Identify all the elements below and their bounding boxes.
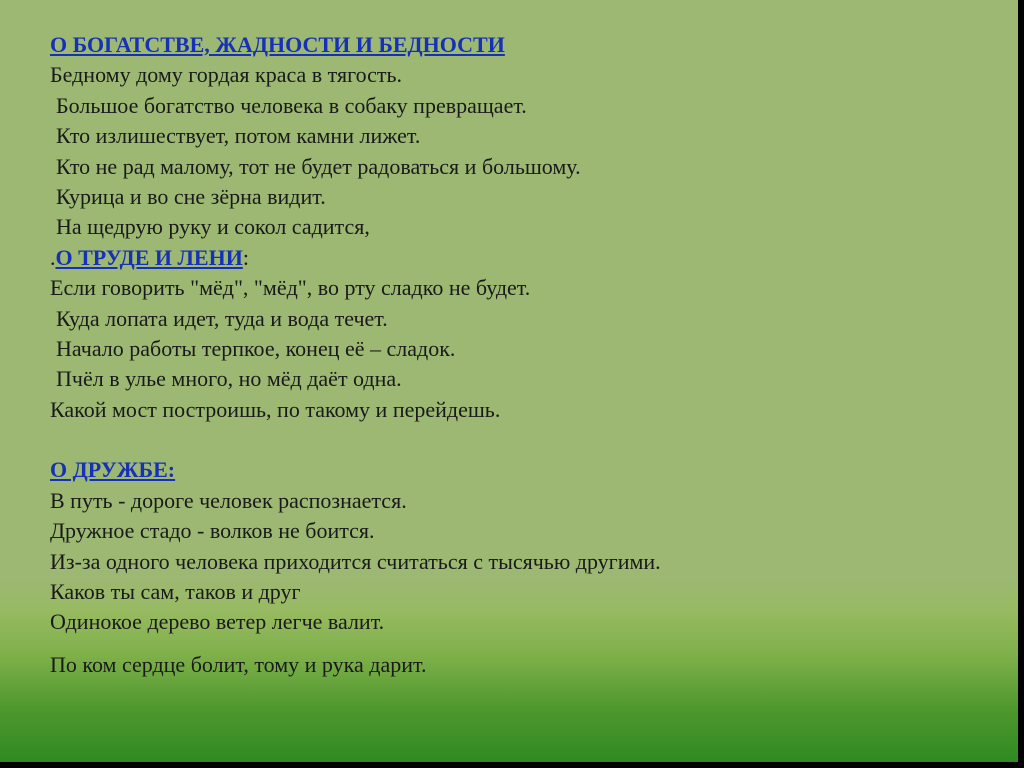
- proverb-line: Если говорить "мёд", "мёд", во рту сладко не будет.: [50, 275, 531, 301]
- section-heading-labor: [50, 243, 990, 273]
- heading-text: О ДРУЖБЕ:: [50, 457, 176, 483]
- proverb-line: Начало работы терпкое, конец её – сладок.: [56, 335, 456, 361]
- proverb-line: Какой мост построишь, по такому и перейдешь.: [50, 396, 501, 422]
- proverb-line: Кто не рад малому, тот не будет радоваться и большому.: [56, 153, 581, 179]
- heading-suffix: :: [242, 244, 249, 270]
- proverb-line: Бедному дому гордая краса в тягость.: [50, 62, 403, 88]
- proverb-line: Каков ты сам, таков и друг: [50, 579, 301, 605]
- slide-content: [50, 30, 990, 680]
- heading-text: О ТРУДЕ И ЛЕНИ: [55, 244, 243, 270]
- heading-prefix: .: [50, 244, 56, 270]
- proverb-line: На щедрую руку и сокол садится,: [56, 214, 370, 240]
- proverb-line: Кто излишествует, потом камни лижет.: [56, 123, 421, 149]
- section-heading-wealth: [50, 30, 990, 60]
- gap: [50, 638, 990, 650]
- proverb-line: В путь - дороге человек распознается.: [50, 487, 407, 513]
- proverb-line: Большое богатство человека в собаку превращает.: [56, 92, 527, 118]
- proverb-line: Курица и во сне зёрна видит.: [56, 183, 326, 209]
- blank-line: [50, 425, 990, 455]
- proverb-line: Куда лопата идет, туда и вода течет.: [56, 305, 388, 331]
- heading-text: О БОГАТСТВЕ, ЖАДНОСТИ И БЕДНОСТИ: [50, 32, 505, 57]
- proverb-line: Одинокое дерево ветер легче валит.: [50, 609, 385, 635]
- section-heading-friendship: [50, 455, 990, 485]
- closing-proverb-line: По ком сердце болит, тому и рука дарит.: [50, 651, 427, 677]
- proverb-line: Пчёл в улье много, но мёд даёт одна.: [56, 366, 402, 392]
- proverb-line: Дружное стадо - волков не боится.: [50, 518, 375, 544]
- proverb-line: Из-за одного человека приходится считаться с тысячью другими.: [50, 548, 661, 574]
